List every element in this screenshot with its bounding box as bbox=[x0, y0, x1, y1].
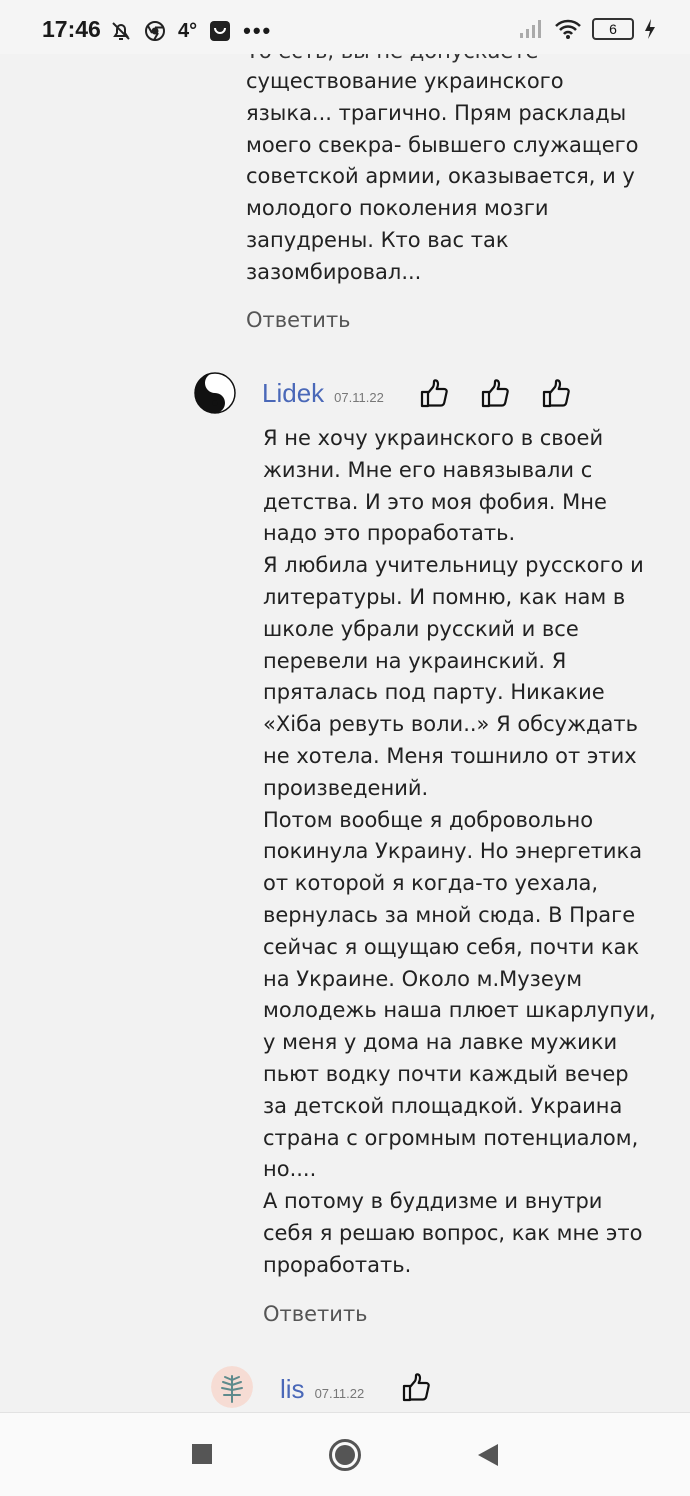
status-time: 17:46 bbox=[42, 16, 101, 42]
battery-level: 6 bbox=[609, 21, 617, 37]
reply-button[interactable]: Ответить bbox=[246, 308, 351, 332]
comment-date: 07.11.22 bbox=[314, 1386, 365, 1401]
comment-text: Я не хочу украинского в своей жизни. Мне его навязывали с детства. И это моя фобия. Мне надо это проработать. Я любила учительницу русского и литературы. И помню, как нам в школе убрали русский и все перевели на украинский. Я пряталась под парту. Никакие «Хіба ревуть воли..» Я обсуждать не хотела. Меня тошнило от этих произведений. Потом вообще я добровольно покинула Украину. Но энергетика от которой я когда-то уехала, вернулась за мной сюда. В Праге сейчас я ощущаю себя, почти как на Украине. Около м.Музеум молодежь наша плюет шкарлупуи, у меня у дома на лавке мужики пьют водку почти каждый вечер за детской площадкой. Украина страна с огромным потенциалом, но.... А потому в буддизме и внутри себя я решаю вопрос, как мне это проработать. bbox=[263, 426, 656, 1277]
battery-icon bbox=[592, 18, 634, 40]
yin-yang-icon[interactable] bbox=[194, 372, 236, 414]
mute-bell-icon bbox=[110, 20, 132, 42]
palm-leaf-icon[interactable] bbox=[211, 1366, 253, 1408]
thumbs-up-icon[interactable] bbox=[479, 378, 511, 410]
thumbs-up-icon[interactable] bbox=[400, 1372, 432, 1404]
back-triangle-icon[interactable] bbox=[476, 1442, 500, 1468]
comment-author[interactable]: lis bbox=[280, 1374, 305, 1404]
recent-apps-square-icon[interactable] bbox=[190, 1442, 214, 1466]
comment-date: 07.11.22 bbox=[334, 390, 384, 405]
signal-icon bbox=[518, 19, 544, 39]
status-bar bbox=[0, 0, 690, 54]
home-circle-icon[interactable] bbox=[328, 1438, 362, 1472]
comment-author[interactable]: Lidek bbox=[262, 378, 325, 408]
chrome-icon bbox=[144, 20, 166, 42]
reply-button[interactable]: Ответить bbox=[263, 1302, 368, 1326]
charging-icon bbox=[644, 18, 656, 40]
shopping-bag-icon bbox=[209, 20, 231, 42]
navigation-bar bbox=[0, 1412, 690, 1496]
thumbs-up-icon[interactable] bbox=[540, 378, 572, 410]
temperature: 4° bbox=[178, 19, 198, 42]
thumbs-up-icon[interactable] bbox=[418, 378, 450, 410]
more-notifications: ••• bbox=[243, 18, 273, 43]
comment-text: существование украинского языка... трагично. Прям расклады моего свекра- бывшего служащего советской армии, оказывается, и у молодого поколения мозги запудрены. Кто вас так зазомбировал... bbox=[246, 69, 639, 284]
wifi-icon bbox=[554, 18, 582, 40]
